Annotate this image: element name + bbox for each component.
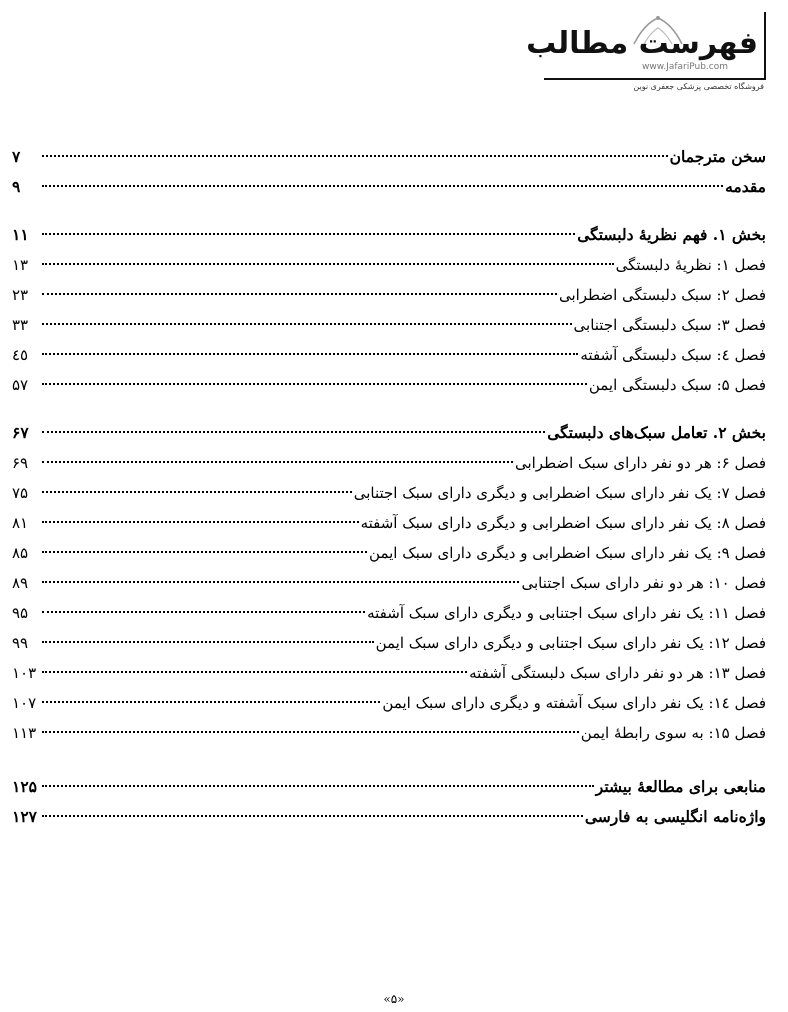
leader-dots xyxy=(42,491,352,493)
toc-chapter-13 xyxy=(12,658,766,688)
leader-dots xyxy=(42,155,668,157)
toc-entry-title: فصل ۱۵: به سوی رابطهٔ ایمن xyxy=(580,724,766,742)
leader-dots xyxy=(42,701,380,703)
toc-entry-page: ۱۰۷ xyxy=(12,694,37,712)
toc-entry-page: ۳۳ xyxy=(12,316,29,334)
leader-dots xyxy=(42,785,594,787)
toc-entry-title: منابعی برای مطالعهٔ بیشتر xyxy=(595,777,766,796)
toc-entry-glossary xyxy=(12,802,766,832)
page-number: «۵» xyxy=(383,992,405,1006)
toc-chapter-7 xyxy=(12,478,766,508)
toc-chapter-3 xyxy=(12,310,766,340)
toc-entry-title: مقدمه xyxy=(725,177,766,196)
toc-entry-page: ۵۷ xyxy=(12,376,29,394)
toc-entry-title: فصل ۸: یک نفر دارای سبک اضطرابی و دیگری دارای سبک آشفته xyxy=(360,514,766,532)
leader-dots xyxy=(42,383,587,385)
toc-chapter-11 xyxy=(12,598,766,628)
header xyxy=(516,12,766,102)
toc-part-2-heading xyxy=(12,418,766,448)
toc-part-1-heading xyxy=(12,220,766,250)
toc-entry-page: ۲۳ xyxy=(12,286,29,304)
leader-dots xyxy=(42,521,359,523)
leader-dots xyxy=(42,353,578,355)
toc-entry-title: فصل ۳: سبک دلبستگی اجتنابی xyxy=(573,316,766,334)
toc-entry-page: ۷ xyxy=(12,147,21,166)
toc-entry-introduction xyxy=(12,172,766,202)
toc-entry-translators-note xyxy=(12,142,766,172)
leader-dots xyxy=(42,641,374,643)
toc-entry-page: ۷۵ xyxy=(12,484,29,502)
toc-entry-page: ٤٥ xyxy=(12,346,29,364)
spacer xyxy=(12,202,766,220)
leader-dots xyxy=(42,731,579,733)
leader-dots xyxy=(42,611,365,613)
toc-entry-page: ۶۹ xyxy=(12,454,29,472)
toc-chapter-2 xyxy=(12,280,766,310)
toc-chapter-15 xyxy=(12,718,766,748)
leader-dots xyxy=(42,185,723,187)
toc-entry-page: ۱۲۵ xyxy=(12,777,37,796)
toc-entry-title: فصل ۱۳: هر دو نفر دارای سبک دلبستگی آشفته xyxy=(469,664,766,682)
toc-chapter-10 xyxy=(12,568,766,598)
leader-dots xyxy=(42,431,545,433)
leader-dots xyxy=(42,233,575,235)
toc-entry-page: ۱۱ xyxy=(12,225,29,244)
logo-text: فهرست مطالب xyxy=(526,26,758,61)
leader-dots xyxy=(42,581,519,583)
leader-dots xyxy=(42,671,467,673)
leader-dots xyxy=(42,461,513,463)
toc-entry-title: فصل ۶: هر دو نفر دارای سبک اضطرابی xyxy=(514,454,766,472)
toc-entry-title: فصل ۵: سبک دلبستگی ایمن xyxy=(588,376,766,394)
toc-entry-title: فصل ۲: سبک دلبستگی اضطرابی xyxy=(558,286,766,304)
toc-entry-page: ۸۹ xyxy=(12,574,29,592)
toc-entry-title: فصل ۱۱: یک نفر دارای سبک اجتنابی و دیگری دارای سبک آشفته xyxy=(367,604,766,622)
toc-entry-page: ۹۵ xyxy=(12,604,29,622)
logo xyxy=(526,12,766,80)
toc-entry-page: ۸۱ xyxy=(12,514,29,532)
toc-entry-title: واژه‌نامه انگلیسی به فارسی xyxy=(584,807,766,826)
toc-entry-further-reading xyxy=(12,772,766,802)
toc-chapter-8 xyxy=(12,508,766,538)
toc-chapter-9 xyxy=(12,538,766,568)
toc-entry-title: بخش ۲. تعامل سبک‌های دلبستگی xyxy=(547,423,766,442)
toc-entry-title: فصل ۱۰: هر دو نفر دارای سبک اجتنابی xyxy=(521,574,766,592)
toc-entry-page: ۶۷ xyxy=(12,423,29,442)
toc-chapter-4 xyxy=(12,340,766,370)
toc-entry-title: فصل ۱٤: یک نفر دارای سبک آشفته و دیگری دارای سبک ایمن xyxy=(382,694,766,712)
leader-dots xyxy=(42,263,614,265)
toc-chapter-6 xyxy=(12,448,766,478)
toc-entry-page: ۱۰۳ xyxy=(12,664,37,682)
toc-entry-title: بخش ۱. فهم نظریهٔ دلبستگی xyxy=(577,225,766,244)
logo-subtitle: فروشگاه تخصصی پزشکی جعفری نوین xyxy=(633,82,764,91)
toc-entry-page: ۱۲۷ xyxy=(12,807,37,826)
toc-chapter-5 xyxy=(12,370,766,400)
toc-chapter-1 xyxy=(12,250,766,280)
table-of-contents xyxy=(12,142,766,832)
toc-chapter-12 xyxy=(12,628,766,658)
spacer xyxy=(12,748,766,772)
toc-entry-page: ۹ xyxy=(12,177,21,196)
leader-dots xyxy=(42,815,583,817)
toc-entry-title: سخن مترجمان xyxy=(669,147,766,166)
toc-entry-title: فصل ۹: یک نفر دارای سبک اضطرابی و دیگری دارای سبک ایمن xyxy=(369,544,766,562)
toc-entry-title: فصل ٤: سبک دلبستگی آشفته xyxy=(580,346,766,364)
toc-entry-title: فصل ۷: یک نفر دارای سبک اضطرابی و دیگری دارای سبک اجتنابی xyxy=(353,484,766,502)
logo-url: www.JafariPub.com xyxy=(642,62,728,72)
toc-entry-page: ۱۱۳ xyxy=(12,724,37,742)
toc-entry-page: ۸۵ xyxy=(12,544,29,562)
toc-chapter-14 xyxy=(12,688,766,718)
toc-entry-title: فصل ۱: نظریهٔ دلبستگی xyxy=(615,256,766,274)
leader-dots xyxy=(42,293,557,295)
spacer xyxy=(12,400,766,418)
toc-entry-title: فصل ۱۲: یک نفر دارای سبک اجتنابی و دیگری دارای سبک ایمن xyxy=(375,634,766,652)
leader-dots xyxy=(42,551,367,553)
leader-dots xyxy=(42,323,572,325)
toc-entry-page: ۹۹ xyxy=(12,634,29,652)
toc-entry-page: ۱۳ xyxy=(12,256,29,274)
